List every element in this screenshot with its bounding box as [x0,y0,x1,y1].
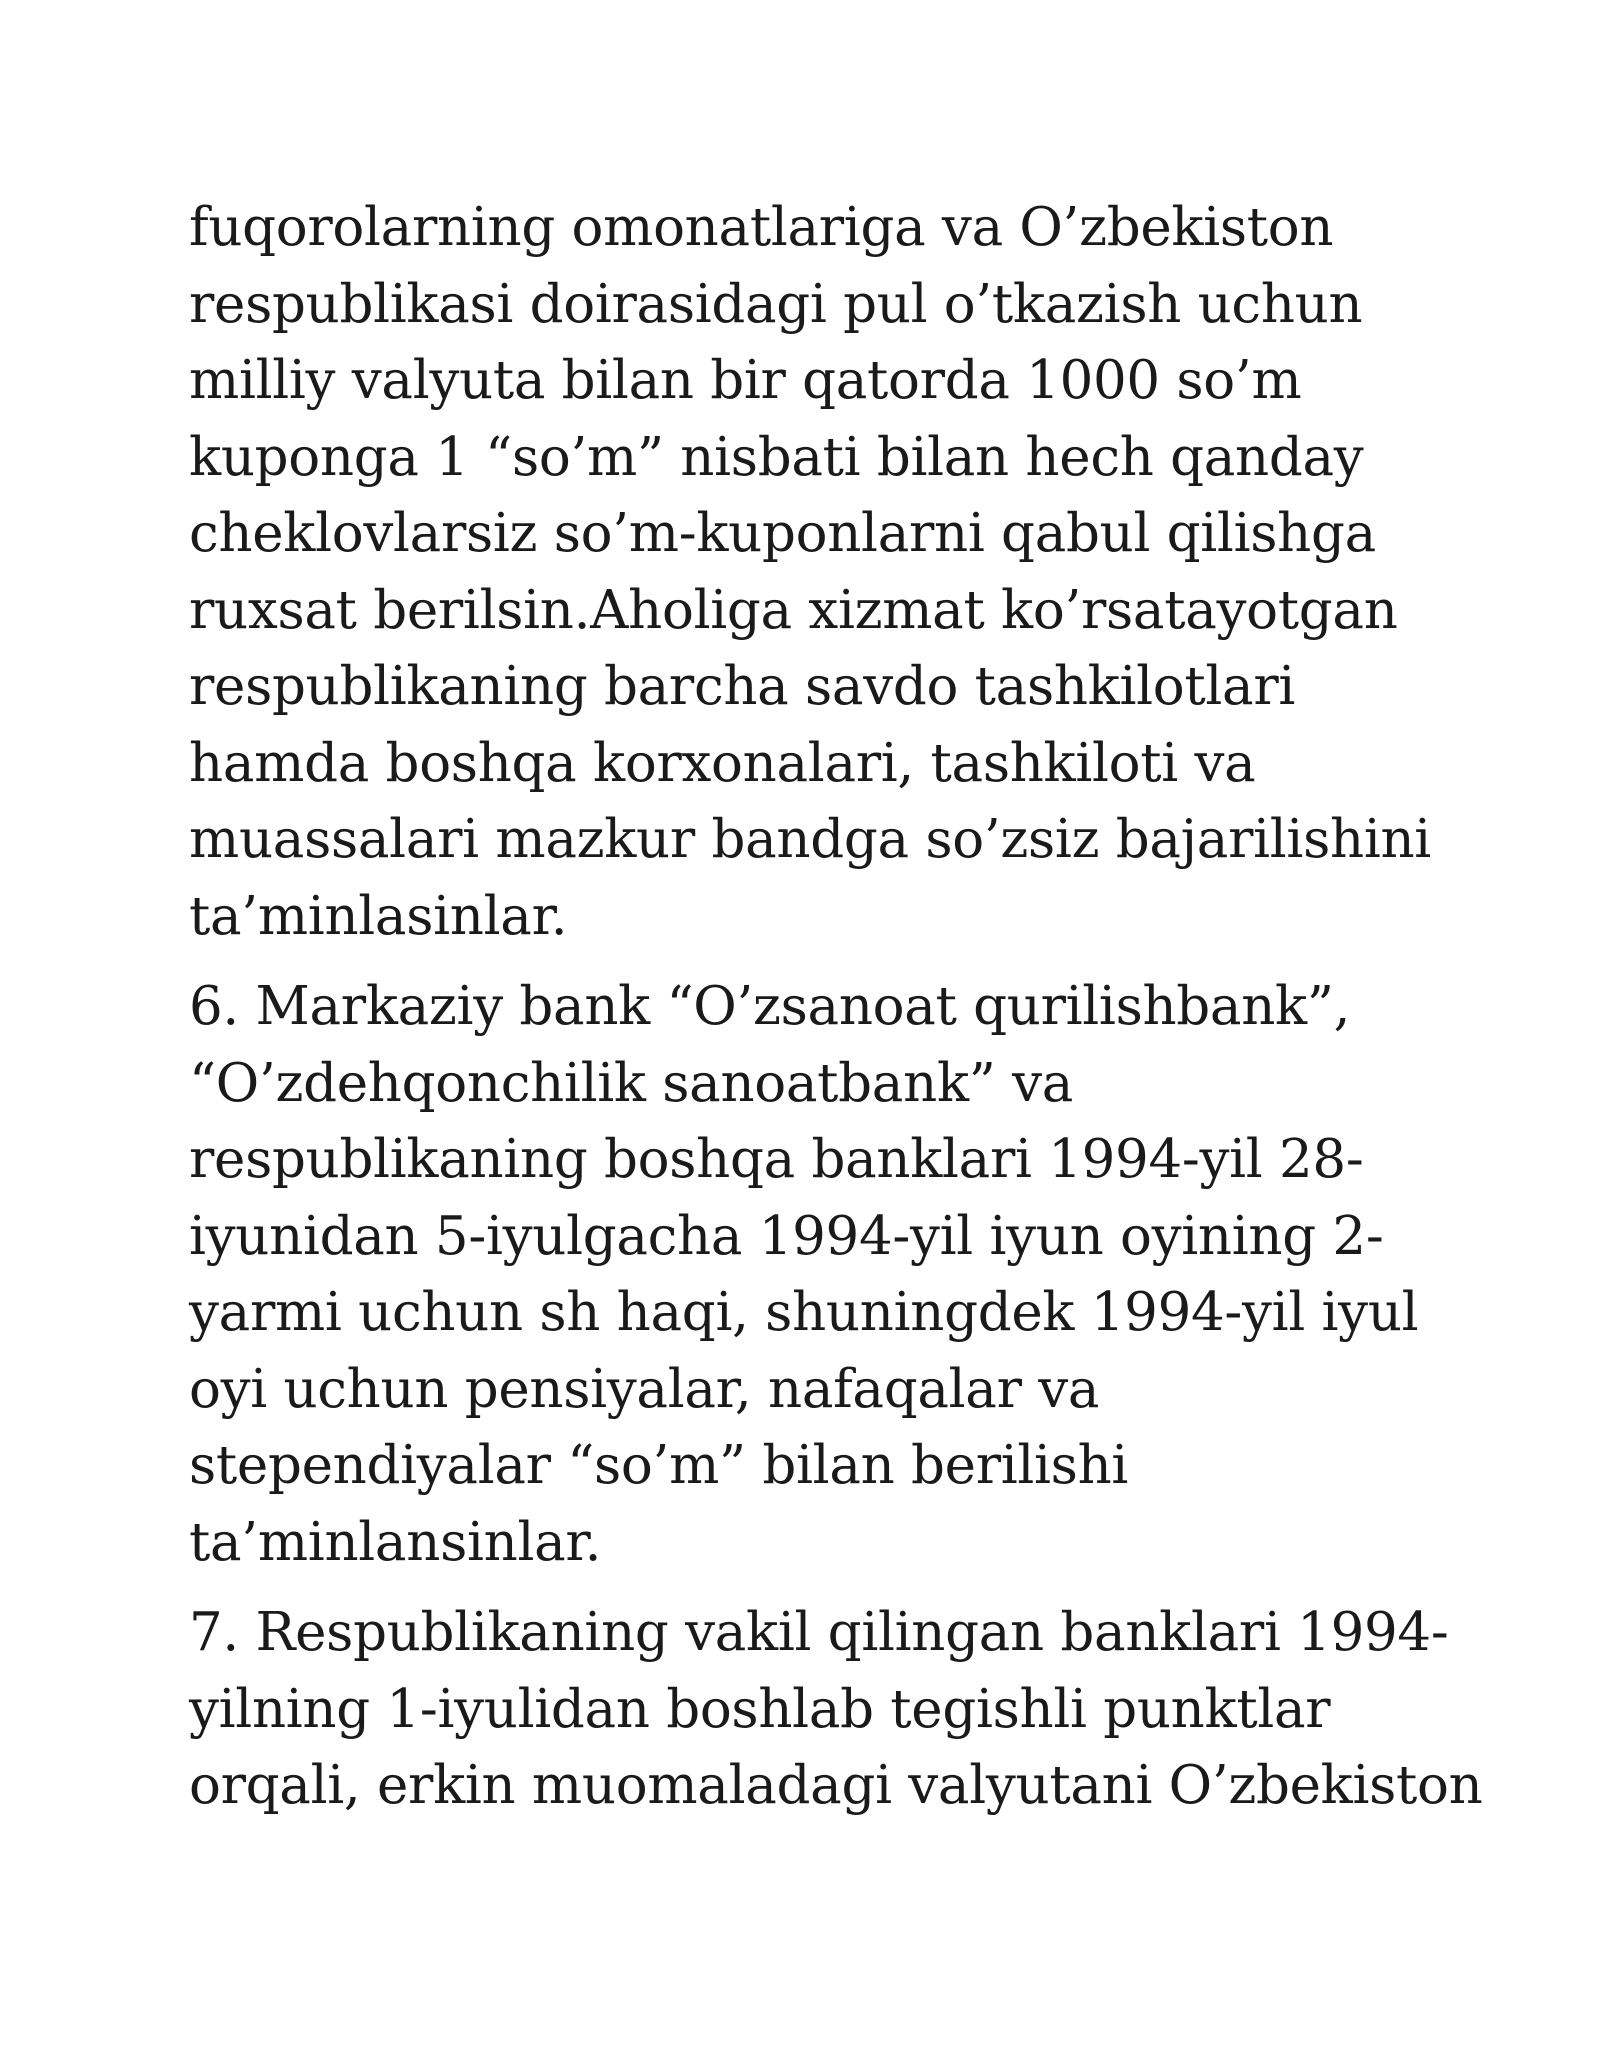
text-line: ruxsat berilsin.Aholiga xizmat ko’rsatayotgan [189,579,1398,641]
paragraph-deposits [189,190,1449,955]
text-line: respublikaning barcha savdo tashkilotlari [189,656,1296,717]
text-line: milliy valyuta bilan bir qatorda 1000 so’m [189,350,1302,411]
text-line: ta’minlasinlar. [189,885,568,947]
text-line: kuponga 1 “so’m” nisbati bilan hech qanday [189,426,1364,488]
text-line: 6. Markaziy bank “O’zsanoat qurilishbank”, [189,976,1351,1037]
text-line: hamda boshqa korxonalari, tashkiloti va [189,732,1256,794]
document-body [189,190,1483,1839]
text-line: oyi uchun pensiyalar, nafaqalar va [189,1358,1100,1420]
text-line: fuqorolarning omonatlariga va O’zbekiston [189,197,1334,258]
text-line: iyunidan 5-iyulgacha 1994-yil iyun oyining 2- [189,1205,1384,1267]
text-line: yarmi uchun sh haqi, shuningdek 1994-yil iyul [189,1282,1419,1343]
text-line: respublikaning boshqa banklari 1994-yil 28- [189,1129,1364,1190]
text-line: yilning 1-iyulidan boshlab tegishli punktlar [189,1678,1331,1740]
paragraph-item-7 [189,1595,1483,1825]
text-line: 7. Respublikaning vakil qilingan banklari 1994- [189,1602,1449,1663]
paragraph-item-6 [189,969,1449,1581]
text-line: muassalari mazkur bandga so’zsiz bajarilishini [189,809,1431,870]
text-line: cheklovlarsiz so’m-kuponlarni qabul qilishga [189,503,1376,564]
text-line: stependiyalar “so’m” bilan berilishi [189,1435,1129,1496]
text-line: respublikasi doirasidagi pul o’tkazish uchun [189,273,1363,335]
text-line: orqali, erkin muomaladagi valyutani O’zbekiston [189,1755,1483,1816]
text-line: “O’zdehqonchilik sanoatbank” va [189,1052,1074,1114]
text-line: ta’minlansinlar. [189,1511,602,1573]
